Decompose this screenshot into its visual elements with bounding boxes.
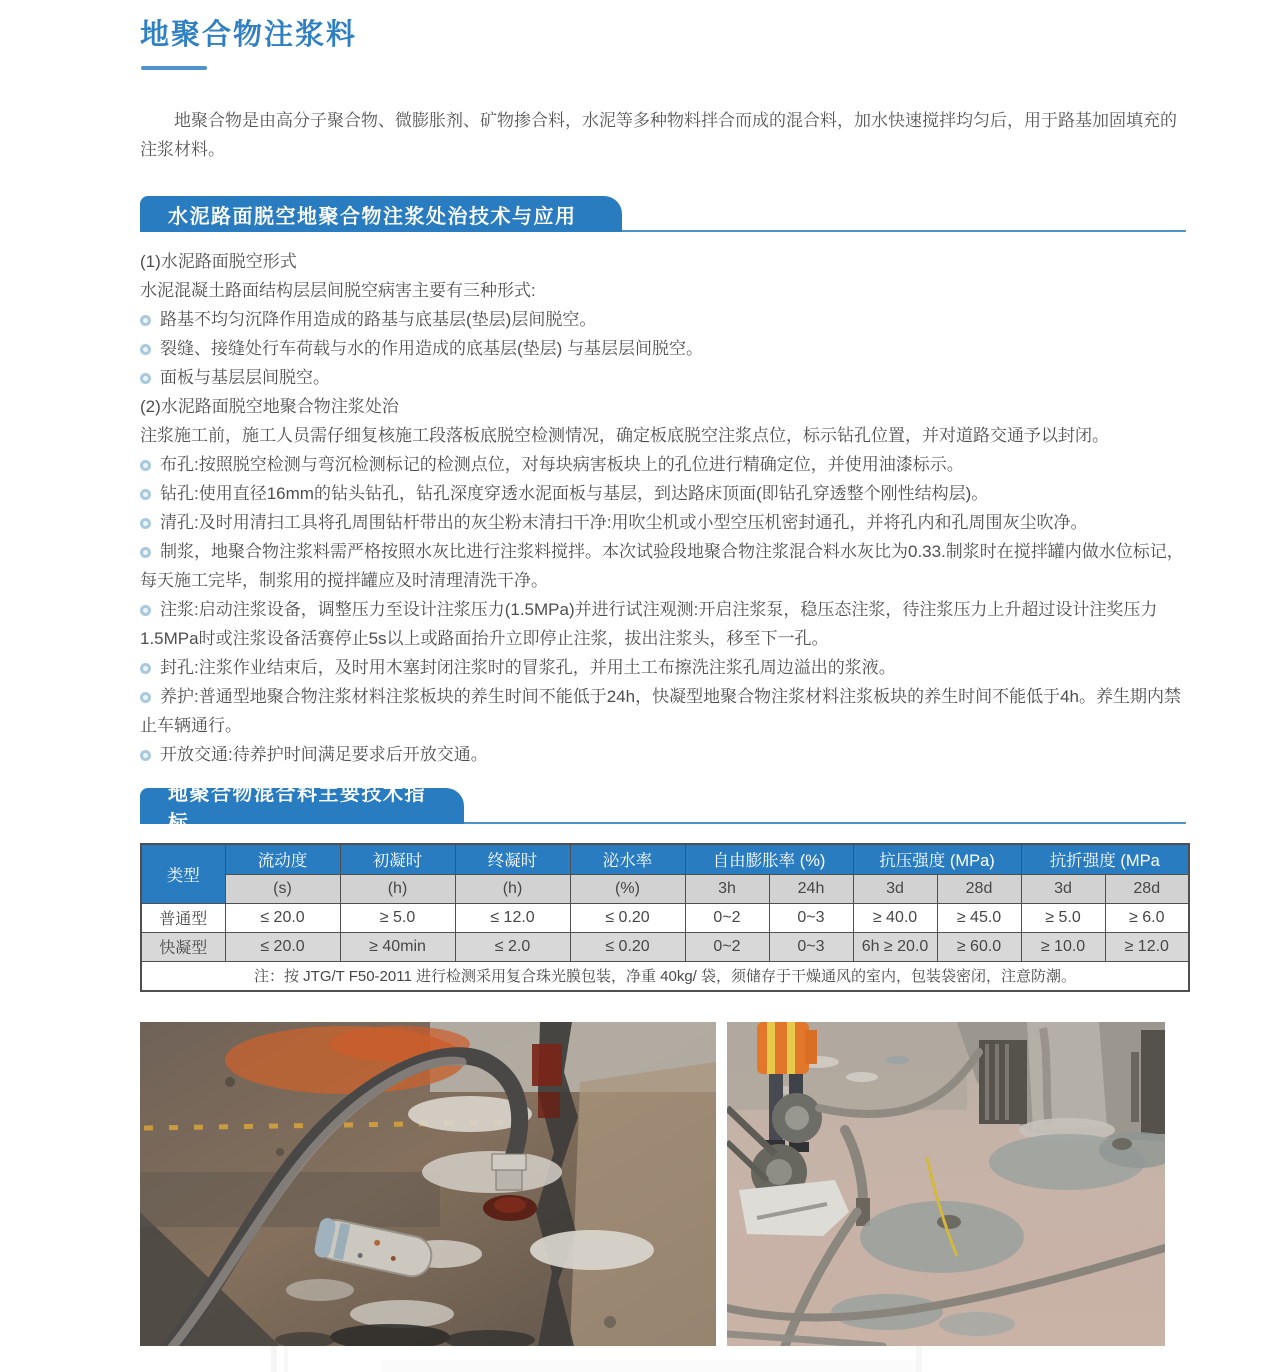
bullet-item: 裂缝、接缝处行车荷载与水的作用造成的底基层(垫层) 与基层层间脱空。	[140, 334, 1190, 363]
bullet-item: 面板与基层层间脱空。	[140, 363, 1190, 392]
grouting-hole-photo	[140, 1022, 716, 1346]
table-unit-cell: 24h	[769, 874, 853, 903]
table-cell: ≤ 0.20	[570, 903, 685, 932]
table-unit-cell: (h)	[455, 874, 570, 903]
table-header-cell: 泌水率	[570, 844, 685, 874]
table-unit-cell: 3h	[685, 874, 769, 903]
table-note-row	[141, 961, 1189, 991]
table-unit-cell: 3d	[1021, 874, 1105, 903]
table-cell: ≥ 60.0	[937, 932, 1021, 961]
table-unit-cell: (h)	[340, 874, 455, 903]
bullet-item: 注浆:启动注浆设备，调整压力至设计注浆压力(1.5MPa)并进行试注观测:开启注浆泵，稳压态注浆，待注浆压力上升超过设计注奖压力1.5MPa时或注浆设备活赛停止5s以上或路面抬升立即停止注浆，拔出注浆头，移至下一孔。	[140, 600, 1158, 648]
section-banner-2	[140, 783, 464, 834]
table-cell: ≤ 20.0	[225, 903, 340, 932]
paragraph: 水泥混凝土路面结构层层间脱空病害主要有三种形式:	[140, 281, 536, 300]
table-cell: ≤ 12.0	[455, 903, 570, 932]
section-banner-1	[140, 196, 622, 232]
table-unit-cell: 28d	[937, 874, 1021, 903]
table-header-cell: 初凝时	[340, 844, 455, 874]
grouting-site-photo	[727, 1022, 1165, 1346]
spec-table-body	[141, 903, 1189, 991]
table-cell: 6h ≥ 20.0	[853, 932, 937, 961]
bullet-icon	[140, 692, 151, 703]
table-note-cell: 注：按 JTG/T F50-2011 进行检测采用复合珠光膜包装，净重 40kg/ 袋，须储存于干燥通风的室内，包装袋密闭，注意防潮。	[141, 961, 1189, 991]
bullet-item: 钻孔:使用直径16mm的钻头钻孔，钻孔深度穿透水泥面板与基层，到达路床顶面(即钻孔穿透整个刚性结构层)。	[140, 479, 1190, 508]
bullet-item: 封孔:注浆作业结束后，及时用木塞封闭注浆时的冒浆孔，并用土工布擦洗注浆孔周边溢出的浆液。	[140, 653, 1190, 682]
table-header-cell: 抗压强度 (MPa)	[853, 844, 1021, 874]
paragraph: 注浆施工前，施工人员需仔细复核施工段落板底脱空检测情况，确定板底脱空注浆点位，标示钻孔位置，并对道路交通予以封闭。	[140, 426, 1109, 445]
table-header-cell: 流动度	[225, 844, 340, 874]
spec-table-head	[141, 844, 1189, 903]
grouting-hole-photo-art	[140, 1022, 716, 1346]
next-page-artifact	[271, 1346, 277, 1372]
table-row	[141, 903, 1189, 932]
bullet-icon	[140, 489, 151, 500]
table-cell: ≥ 45.0	[937, 903, 1021, 932]
table-unit-cell: (%)	[570, 874, 685, 903]
bullet-item: 养护:普通型地聚合物注浆材料注浆板块的养生时间不能低于24h，快凝型地聚合物注浆材料注浆板块的养生时间不能低于4h。养生期内禁止车辆通行。	[140, 687, 1181, 735]
bullet-icon	[140, 605, 151, 616]
paragraph: (2)水泥路面脱空地聚合物注浆处治	[140, 397, 399, 416]
table-header-cell: 自由膨胀率 (%)	[685, 844, 853, 874]
table-cell: 0~2	[685, 903, 769, 932]
table-cell: ≥ 40min	[340, 932, 455, 961]
bullet-icon	[140, 547, 151, 558]
table-cell: ≥ 5.0	[340, 903, 455, 932]
table-unit-cell: 28d	[1105, 874, 1189, 903]
table-cell: ≥ 12.0	[1105, 932, 1189, 961]
table-cell: ≥ 6.0	[1105, 903, 1189, 932]
section-banner-row-1	[140, 196, 1186, 232]
bullet-icon	[140, 460, 151, 471]
table-cell: 普通型	[141, 903, 225, 932]
next-page-artifact	[284, 1346, 288, 1372]
table-cell: ≥ 5.0	[1021, 903, 1105, 932]
table-header-cell: 抗折强度 (MPa	[1021, 844, 1189, 874]
bullet-icon	[140, 518, 151, 529]
table-cell: ≤ 0.20	[570, 932, 685, 961]
table-cell: 快凝型	[141, 932, 225, 961]
bullet-icon	[140, 663, 151, 674]
bullet-item: 制浆，地聚合物注浆料需严格按照水灰比进行注浆料搅拌。本次试验段地聚合物注浆混合料水灰比为0.33.制浆时在搅拌罐内做水位标记，每天施工完毕，制浆用的搅拌罐应及时清理清洗干净。	[140, 542, 1184, 590]
table-header-cell: 终凝时	[455, 844, 570, 874]
bullet-item: 开放交通:待养护时间满足要求后开放交通。	[140, 740, 1190, 769]
table-cell: ≤ 2.0	[455, 932, 570, 961]
next-page-artifact	[382, 1360, 918, 1372]
spec-table	[140, 843, 1190, 992]
bullet-icon	[140, 344, 151, 355]
table-unit-cell: 3d	[853, 874, 937, 903]
grouting-site-photo-art	[727, 1022, 1165, 1346]
section-banner-row-2	[140, 783, 1186, 834]
bullet-item: 路基不均匀沉降作用造成的路基与底基层(垫层)层间脱空。	[140, 305, 1190, 334]
page-title: 地聚合物注浆料	[140, 19, 358, 51]
paragraph: (1)水泥路面脱空形式	[140, 252, 297, 271]
spec-table-wrap	[140, 843, 1190, 992]
intro-paragraph: 地聚合物是由高分子聚合物、微膨胀剂、矿物掺合料，水泥等多种物料拌合而成的混合料，加水快速搅拌均匀后，用于路基加固填充的注浆材料。	[140, 111, 1177, 159]
bullet-icon	[140, 315, 151, 326]
table-cell: 0~2	[685, 932, 769, 961]
table-header-row	[141, 844, 1189, 874]
table-subheader-row	[141, 874, 1189, 903]
section-title-2: 地聚合物混合料主要技术指标	[168, 783, 426, 834]
table-header-cell: 类型	[141, 844, 225, 903]
bullet-item: 清孔:及时用清扫工具将孔周围钻杆带出的灰尘粉末清扫干净:用吹尘机或小型空压机密封通孔，并将孔内和孔周围灰尘吹净。	[140, 508, 1190, 537]
table-cell: 0~3	[769, 932, 853, 961]
section-title-1: 水泥路面脱空地聚合物注浆处治技术与应用	[168, 205, 577, 228]
table-cell: 0~3	[769, 903, 853, 932]
table-unit-cell: (s)	[225, 874, 340, 903]
bullet-icon	[140, 750, 151, 761]
table-cell: ≥ 10.0	[1021, 932, 1105, 961]
next-page-artifact	[916, 1346, 922, 1372]
table-cell: ≤ 20.0	[225, 932, 340, 961]
bullet-item: 布孔:按照脱空检测与弯沉检测标记的检测点位，对每块病害板块上的孔位进行精确定位，并使用油漆标示。	[140, 450, 1190, 479]
section1-body	[140, 247, 1190, 769]
title-underline-decoration	[141, 66, 207, 70]
bullet-icon	[140, 373, 151, 384]
table-cell: ≥ 40.0	[853, 903, 937, 932]
table-row	[141, 932, 1189, 961]
